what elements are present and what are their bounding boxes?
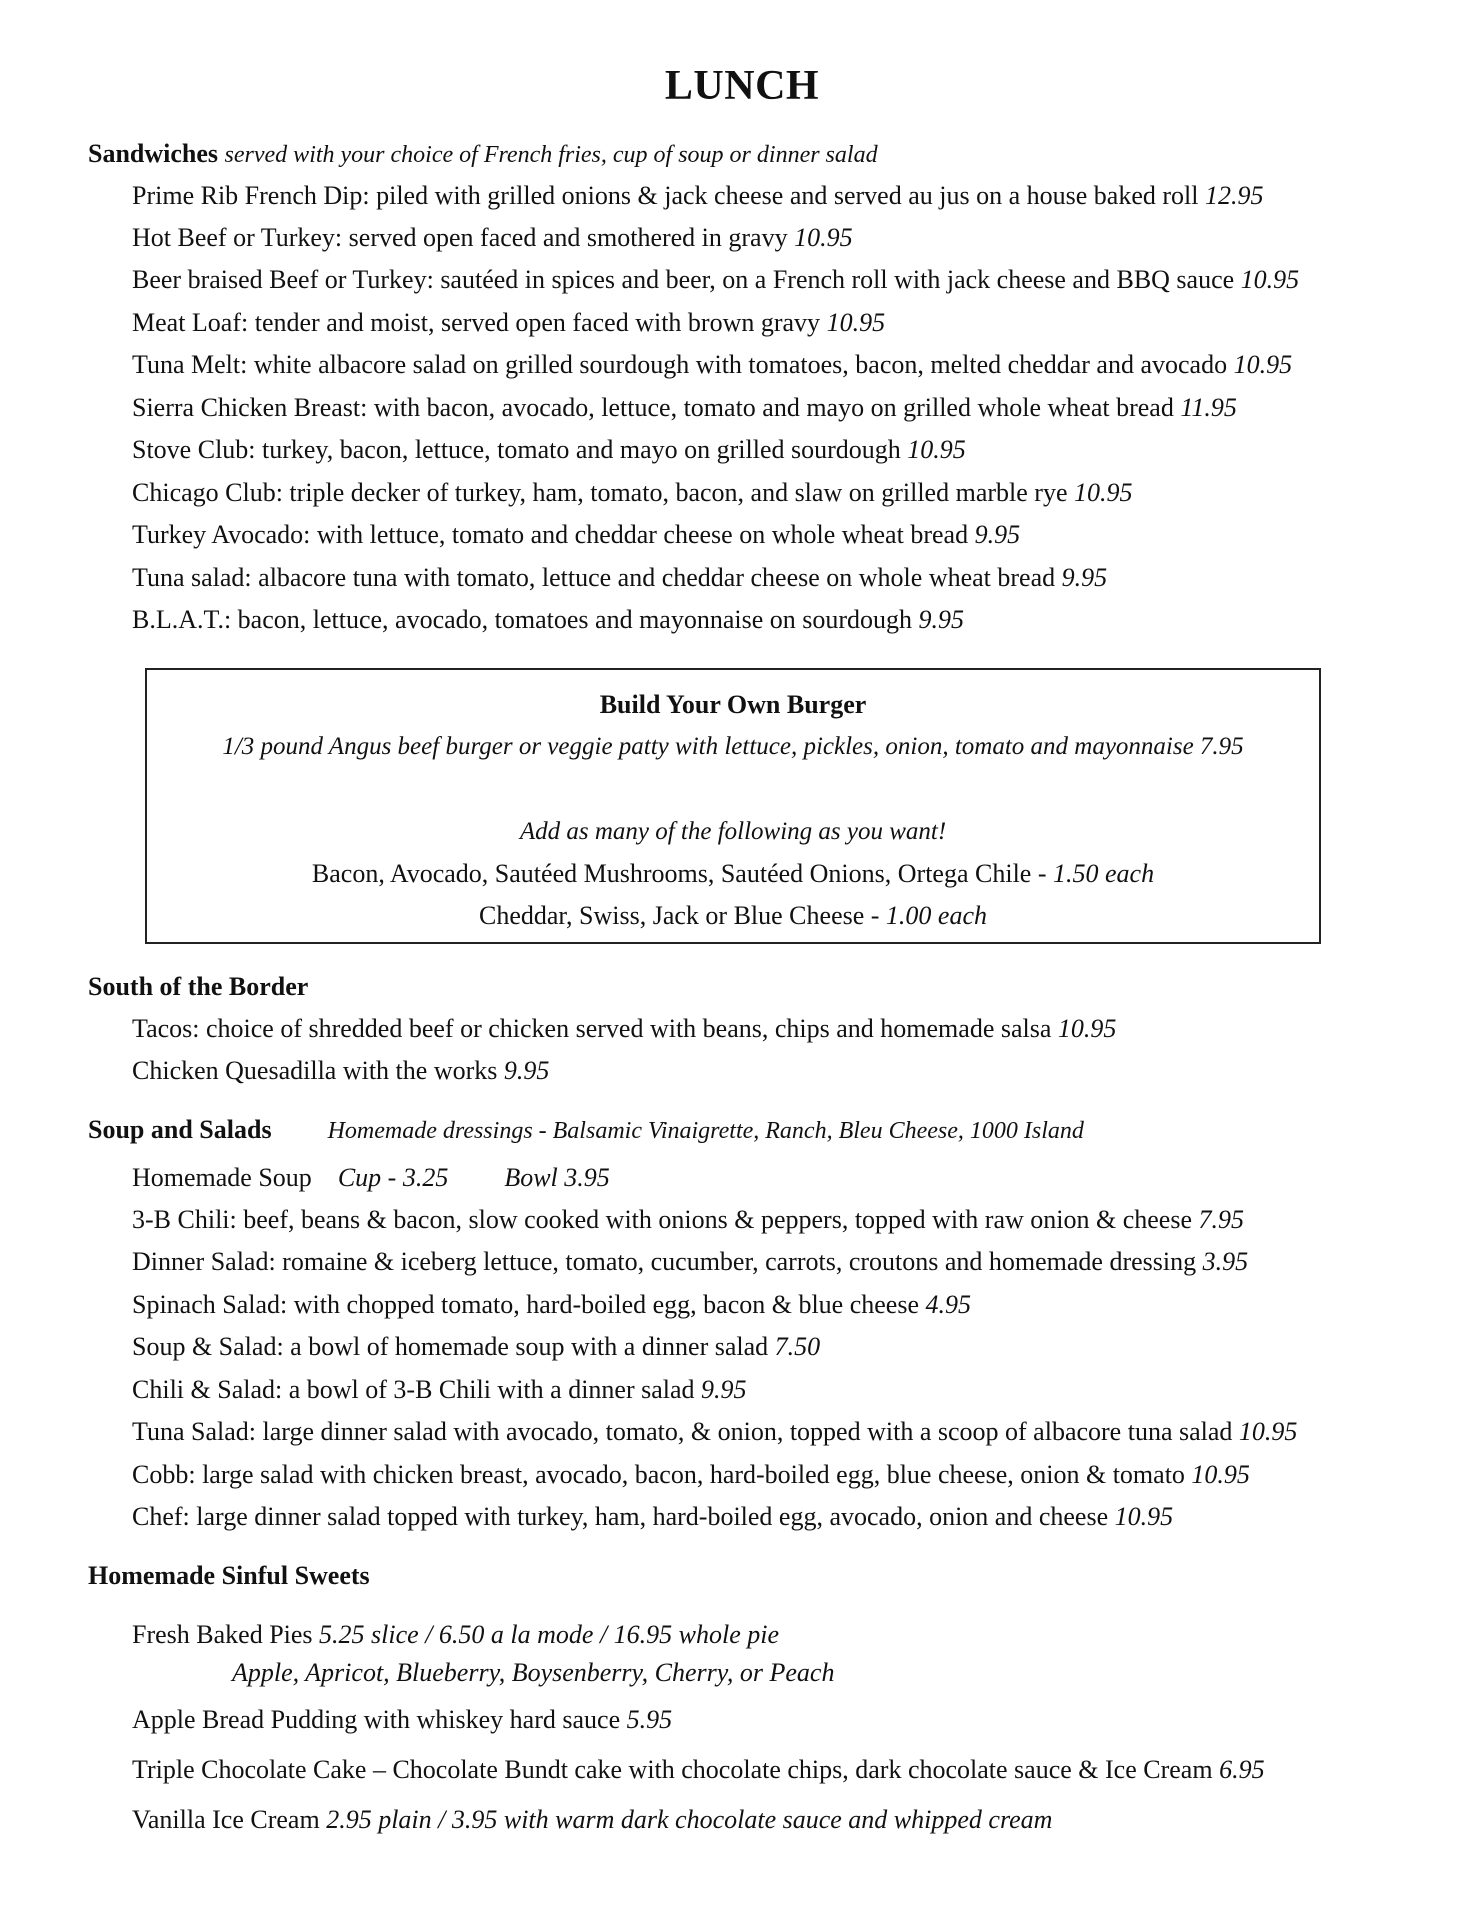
menu-item xyxy=(132,1502,1173,1532)
item-price: 6.95 xyxy=(1219,1755,1265,1784)
menu-item xyxy=(132,563,1107,593)
item-price: 10.95 xyxy=(794,223,853,252)
menu-item xyxy=(132,1014,1116,1044)
pies-flavors: Apple, Apricot, Blueberry, Boysenberry, Cherry, or Peach xyxy=(232,1658,835,1687)
menu-item xyxy=(132,1460,1250,1490)
item-description: Chef: large dinner salad topped with turkey, ham, hard-boiled egg, avocado, onion and cheese xyxy=(132,1502,1109,1531)
section-heading-sandwiches xyxy=(88,139,878,170)
section-title: Sandwiches xyxy=(88,139,219,168)
item-description: Tuna Melt: white albacore salad on grilled sourdough with tomatoes, bacon, melted cheddar and avocado xyxy=(132,350,1228,379)
menu-item xyxy=(132,435,966,465)
item-price: 10.95 xyxy=(1057,1014,1117,1043)
item-price: 12.95 xyxy=(1204,181,1264,210)
item-price: 9.95 xyxy=(974,520,1021,549)
item-price: 10.95 xyxy=(1191,1460,1250,1489)
section-note: served with your choice of French fries, cup of soup or dinner salad xyxy=(224,142,878,168)
menu-item xyxy=(132,1805,1052,1835)
page-title: LUNCH xyxy=(664,63,820,109)
menu-item-soup xyxy=(132,1163,610,1193)
menu-item xyxy=(132,605,964,635)
soup-bowl-price: Bowl 3.95 xyxy=(504,1163,610,1192)
item-price: 10.95 xyxy=(1114,1502,1174,1531)
item-description: Chili & Salad: a bowl of 3-B Chili with a dinner salad xyxy=(132,1375,695,1404)
menu-item xyxy=(132,308,885,338)
cheeses-list: Cheddar, Swiss, Jack or Blue Cheese - xyxy=(478,901,886,930)
item-price: 9.95 xyxy=(918,605,965,634)
pies-label: Fresh Baked Pies xyxy=(132,1620,313,1649)
menu-item xyxy=(132,1056,549,1086)
item-description: Spinach Salad: with chopped tomato, hard-boiled egg, bacon & blue cheese xyxy=(132,1290,919,1319)
item-price: 10.95 xyxy=(826,308,886,337)
item-description: Soup & Salad: a bowl of homemade soup with a dinner salad xyxy=(132,1332,769,1361)
item-description: Turkey Avocado: with lettuce, tomato and cheddar cheese on whole wheat bread xyxy=(132,520,969,549)
burger-add-note: Add as many of the following as you want! xyxy=(519,818,947,845)
item-description: Vanilla Ice Cream xyxy=(132,1805,320,1834)
menu-item xyxy=(132,181,1263,211)
item-price: 4.95 xyxy=(925,1290,971,1319)
item-description: Triple Chocolate Cake – Chocolate Bundt cake with chocolate chips, dark chocolate sauce & Ice Cream xyxy=(132,1755,1213,1784)
section-note: Homemade dressings - Balsamic Vinaigrette, Ranch, Bleu Cheese, 1000 Island xyxy=(327,1118,1084,1144)
item-description: Tuna salad: albacore tuna with tomato, lettuce and cheddar cheese on whole wheat bread xyxy=(132,563,1056,592)
item-price: 10.95 xyxy=(1240,265,1300,294)
item-description: Apple Bread Pudding with whiskey hard sauce xyxy=(132,1705,621,1734)
soup-cup-price: Cup - 3.25 xyxy=(337,1163,449,1192)
section-title: Soup and Salads xyxy=(88,1115,272,1144)
burger-toppings xyxy=(147,859,1319,889)
menu-item xyxy=(132,350,1292,380)
section-heading-soups xyxy=(88,1115,1084,1146)
menu-item xyxy=(132,1205,1244,1235)
cheeses-price: 1.00 each xyxy=(885,901,988,930)
item-description: Prime Rib French Dip: piled with grilled onions & jack cheese and served au jus on a house baked roll xyxy=(132,181,1199,210)
menu-item xyxy=(132,223,853,253)
item-price: 9.95 xyxy=(503,1056,550,1085)
burger-description: 1/3 pound Angus beef burger or veggie patty with lettuce, pickles, onion, tomato and mayonnaise 7.95 xyxy=(222,733,1244,760)
item-price: 9.95 xyxy=(701,1375,747,1404)
menu-item xyxy=(132,1755,1265,1785)
menu-item xyxy=(132,1290,971,1320)
section-heading-south xyxy=(88,972,308,1002)
section-heading-sweets xyxy=(88,1561,370,1591)
item-description: Hot Beef or Turkey: served open faced and smothered in gravy xyxy=(132,223,788,252)
item-price: 10.95 xyxy=(907,435,966,464)
menu-item xyxy=(132,1332,820,1362)
item-price: 3.95 xyxy=(1202,1247,1249,1276)
menu-item xyxy=(132,1375,747,1405)
item-description: Stove Club: turkey, bacon, lettuce, tomato and mayo on grilled sourdough xyxy=(132,435,901,464)
item-price: 5.95 xyxy=(626,1705,673,1734)
item-price: 7.50 xyxy=(774,1332,821,1361)
burger-box xyxy=(145,668,1321,944)
item-price: 11.95 xyxy=(1180,393,1237,422)
toppings-price: 1.50 each xyxy=(1053,859,1155,888)
menu-item xyxy=(132,1417,1297,1447)
item-description: Sierra Chicken Breast: with bacon, avocado, lettuce, tomato and mayo on grilled whole wheat bread xyxy=(132,393,1174,422)
pies-price: 5.25 slice / 6.50 a la mode / 16.95 whole pie xyxy=(319,1620,780,1649)
item-price: 10.95 xyxy=(1073,478,1133,507)
menu-item xyxy=(132,520,1020,550)
item-price: 2.95 plain / 3.95 with warm dark chocolate sauce and whipped cream xyxy=(326,1805,1053,1834)
item-price: 9.95 xyxy=(1061,563,1108,592)
item-description: Dinner Salad: romaine & iceberg lettuce, tomato, cucumber, carrots, croutons and homemade dressing xyxy=(132,1247,1197,1276)
item-price: 10.95 xyxy=(1238,1417,1298,1446)
item-description: Beer braised Beef or Turkey: sautéed in spices and beer, on a French roll with jack cheese and BBQ sauce xyxy=(132,265,1235,294)
item-description: Chicago Club: triple decker of turkey, ham, tomato, bacon, and slaw on grilled marble rye xyxy=(132,478,1068,507)
toppings-list: Bacon, Avocado, Sautéed Mushrooms, Sautéed Onions, Ortega Chile - xyxy=(311,859,1053,888)
menu-item xyxy=(132,1247,1248,1277)
item-price: 7.95 xyxy=(1198,1205,1245,1234)
menu-item xyxy=(132,393,1237,423)
item-description: Meat Loaf: tender and moist, served open faced with brown gravy xyxy=(132,308,821,337)
soup-label: Homemade Soup xyxy=(132,1163,312,1192)
section-title: Homemade Sinful Sweets xyxy=(88,1561,370,1590)
section-title: South of the Border xyxy=(88,972,309,1001)
item-description: Chicken Quesadilla with the works xyxy=(132,1056,498,1085)
menu-item-pies xyxy=(132,1620,779,1650)
burger-heading: Build Your Own Burger xyxy=(599,690,867,719)
item-description: Cobb: large salad with chicken breast, avocado, bacon, hard-boiled egg, blue cheese, onion & tomato xyxy=(132,1460,1185,1489)
item-description: 3-B Chili: beef, beans & bacon, slow cooked with onions & peppers, topped with raw onion & cheese xyxy=(132,1205,1193,1234)
item-price: 10.95 xyxy=(1233,350,1293,379)
item-description: B.L.A.T.: bacon, lettuce, avocado, tomatoes and mayonnaise on sourdough xyxy=(132,605,913,634)
menu-item xyxy=(132,265,1299,295)
burger-cheeses xyxy=(147,901,1319,931)
menu-item xyxy=(132,1705,672,1735)
menu-item xyxy=(132,478,1132,508)
item-description: Tuna Salad: large dinner salad with avocado, tomato, & onion, topped with a scoop of albacore tuna salad xyxy=(132,1417,1233,1446)
item-description: Tacos: choice of shredded beef or chicken served with beans, chips and homemade salsa xyxy=(132,1014,1052,1043)
